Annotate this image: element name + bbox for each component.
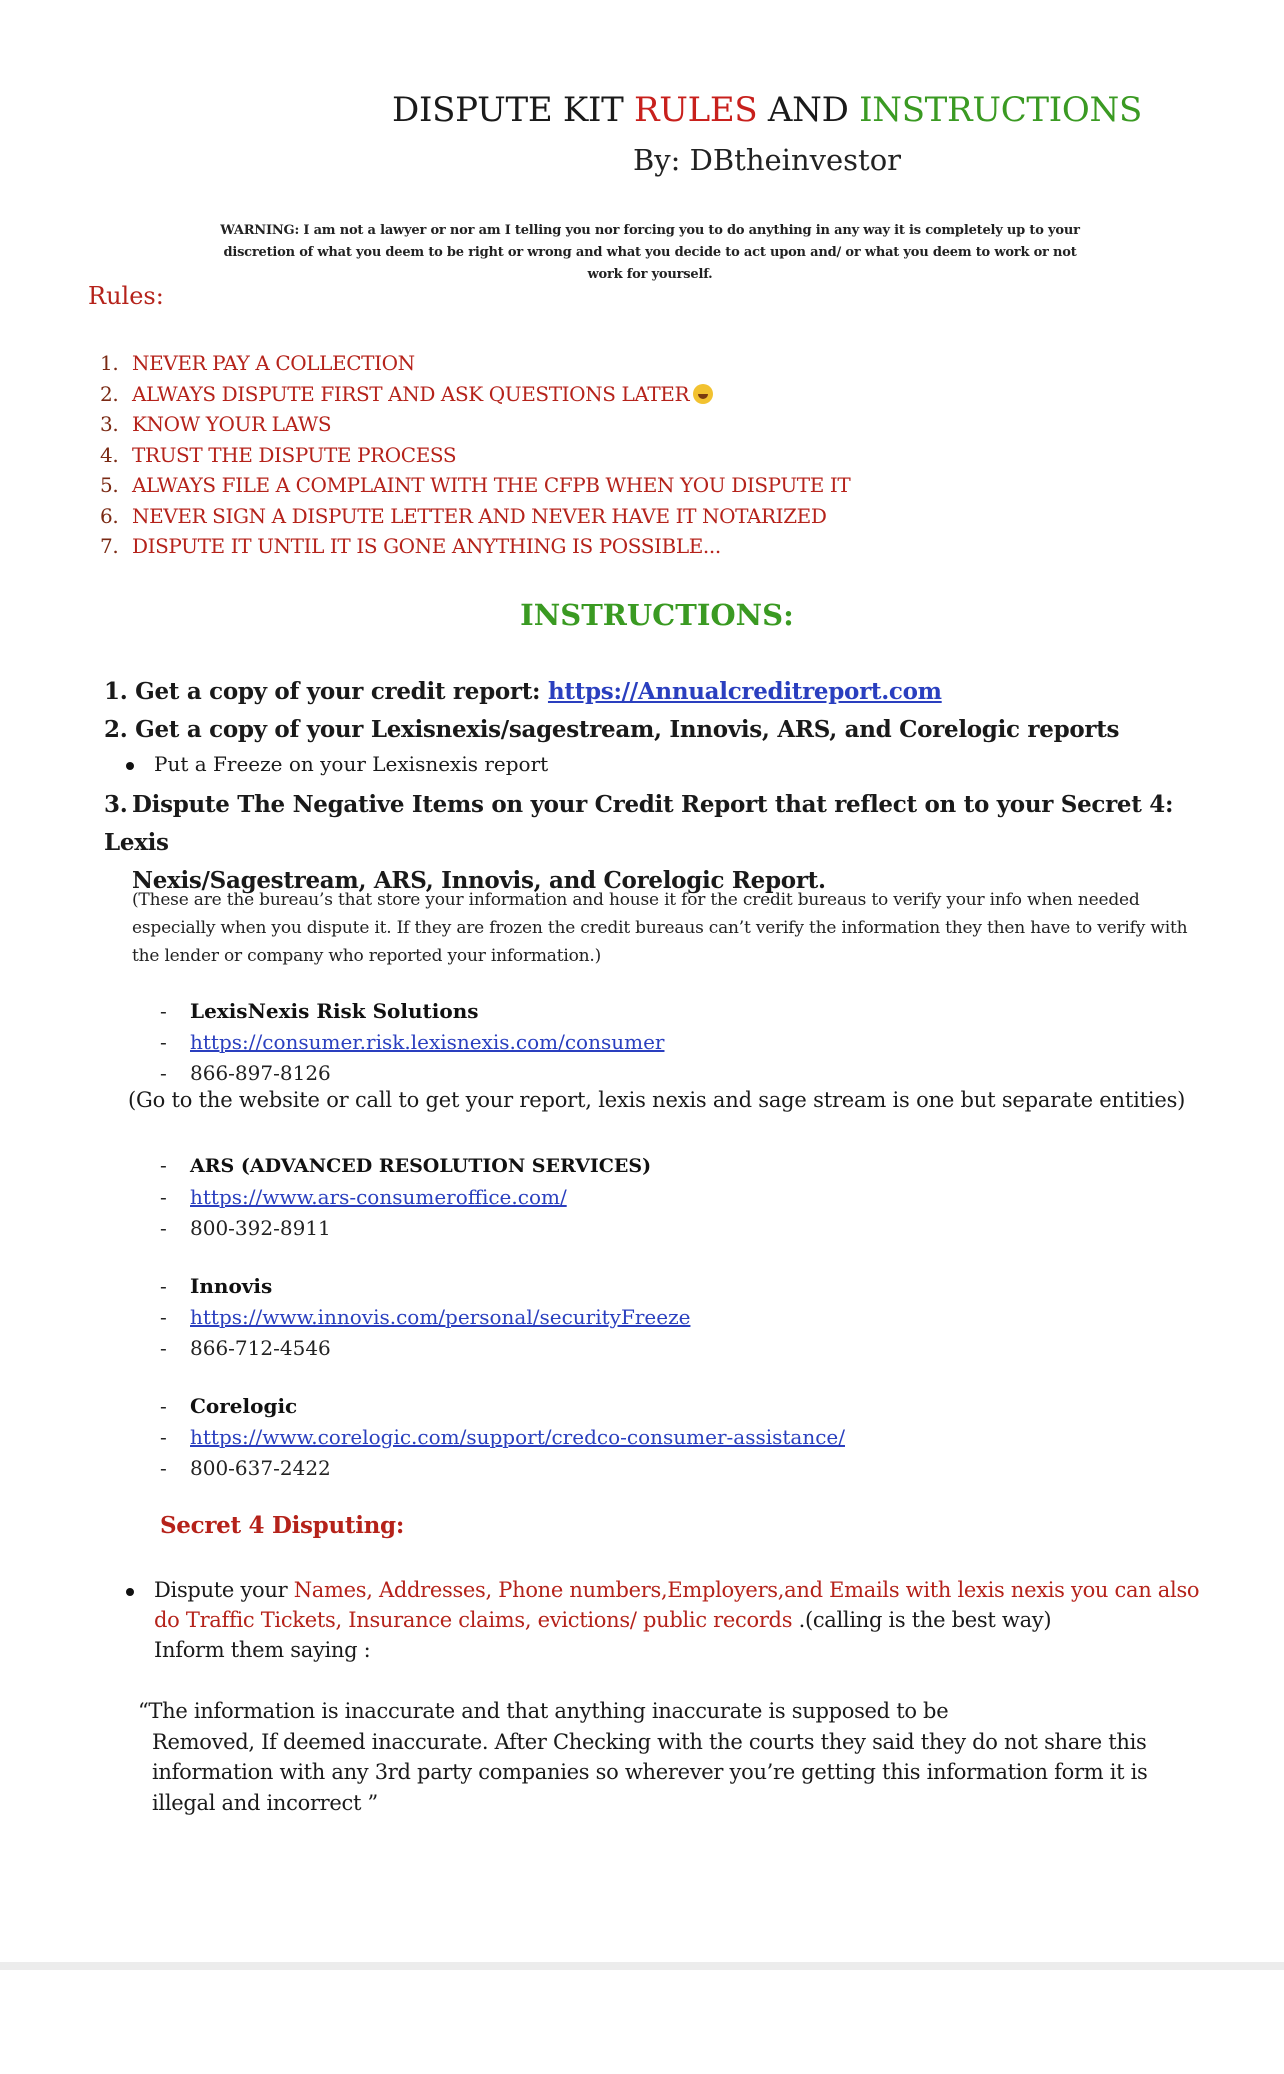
rule-number: 6. [100,503,119,528]
instructions-heading: INSTRUCTIONS: [520,598,794,632]
dash-marker: - [160,1185,167,1209]
contact-phone: 800-637-2422 [190,1456,331,1480]
author-byline: By: DBtheinvestor [632,143,902,177]
dash-marker: - [160,1305,167,1329]
rule-text: NEVER PAY A COLLECTION [132,351,415,375]
instruction-step-2: 2. Get a copy of your Lexisnexis/sagestream, Innovis, ARS, and Corelogic reports [104,716,1120,743]
rule-item [100,348,850,379]
warning-disclaimer: WARNING: I am not a lawyer or nor am I telling you nor forcing you to do anything in any way it is completely up to your discretion of what you deem to be right or wrong and what you decide to act upon and/ or what you deem to work or not work for yourself. [220,223,1080,282]
contact-name: Innovis [190,1274,273,1298]
dash-marker: - [160,1394,167,1418]
ars-url-link[interactable]: https://www.ars-consumeroffice.com/ [190,1185,567,1209]
rule-text: ALWAYS FILE A COMPLAINT WITH THE CFPB WHEN YOU DISPUTE IT [132,473,851,497]
tears-of-joy-emoji-icon [693,384,713,404]
corelogic-url-link[interactable]: https://www.corelogic.com/support/credco-consumer-assistance/ [190,1425,845,1449]
freeze-lexisnexis-text: Put a Freeze on your Lexisnexis report [154,752,549,776]
rule-item [100,379,850,410]
document-page-2 [0,1970,1284,2074]
rule-number: 2. [100,381,119,406]
page-title [0,90,1284,130]
title-part-and: AND [757,90,860,130]
contact-name: LexisNexis Risk Solutions [190,999,479,1023]
dash-marker: - [160,1456,167,1480]
rule-text: NEVER SIGN A DISPUTE LETTER AND NEVER HAVE IT NOTARIZED [132,503,827,528]
contact-lexisnexis [160,996,664,1089]
rule-item [100,531,850,562]
rule-number: 3. [100,412,119,436]
step-2-bullet [126,752,548,776]
title-part-rules: RULES [633,90,758,130]
inform-them-saying: Inform them saying : [154,1638,371,1662]
rule-item [100,501,850,532]
rule-number: 4. [100,442,119,467]
calling-best-way-note: .(calling is the best way) [792,1608,1052,1632]
instruction-step-1 [104,678,942,705]
rule-text: TRUST THE DISPUTE PROCESS [132,442,457,467]
contact-corelogic [160,1391,845,1484]
annualcreditreport-link[interactable]: https://Annualcreditreport.com [547,678,942,705]
dispute-items-line-1: Names, Addresses, Phone numbers,Employers,and Emails with lexis nexis you can also [293,1578,1200,1602]
rule-number: 1. [100,351,119,375]
bullet-icon [126,1588,134,1596]
lexisnexis-url-link[interactable]: https://consumer.risk.lexisnexis.com/consumer [190,1030,665,1054]
rule-text: KNOW YOUR LAWS [132,412,332,436]
step-3-line-2: Nexis/Sagestream, ARS, Innovis, and Corelogic Report. [132,867,826,894]
instruction-step-3 [104,786,1224,900]
quote-line: information with any 3rd party companies so wherever you’re getting this information form it is [152,1760,1148,1784]
bureaus-note: (These are the bureau’s that store your information and house it for the credit bureaus to verify your info when needed especially when you dispute it. If they are frozen the credit bureaus can’t verify the information they then have to verify with the lender or company who reported your information.) [132,890,1188,966]
rule-number: 5. [100,473,119,497]
rules-list [100,348,850,562]
bullet-prefix: Dispute your [154,1578,294,1602]
step-3-number: 3. [104,791,128,818]
quote-line: “The information is inaccurate and that anything inaccurate is supposed to be [138,1699,949,1723]
dash-marker: - [160,1274,167,1298]
title-part-instructions: INSTRUCTIONS [859,90,1142,130]
dash-marker: - [160,1425,167,1449]
dispute-items-line-2: do Traffic Tickets, Insurance claims, evictions/ public records [154,1608,793,1632]
rule-item [100,409,850,440]
contact-phone: 866-712-4546 [190,1336,331,1360]
dash-marker: - [160,1216,167,1240]
rule-item [100,440,850,471]
quote-line: Removed, If deemed inaccurate. After Checking with the courts they said they do not share this [152,1729,1147,1754]
secret-disputing-heading: Secret 4 Disputing: [160,1512,405,1539]
step-3-line-1: Dispute The Negative Items on your Credit Report that reflect on to your Secret 4: Lexis [104,791,1174,856]
rule-text: DISPUTE IT UNTIL IT IS GONE ANYTHING IS POSSIBLE... [132,534,721,558]
dispute-script-quote [138,1696,1218,1818]
contact-phone: 866-897-8126 [190,1061,331,1085]
rule-number: 7. [100,534,119,558]
contact-name: ARS (ADVANCED RESOLUTION SERVICES) [190,1155,652,1177]
dash-marker: - [160,1153,167,1177]
innovis-url-link[interactable]: https://www.innovis.com/personal/securityFreeze [190,1305,691,1329]
secret-dispute-bullet [126,1575,1226,1665]
rules-heading: Rules: [88,282,164,310]
dash-marker: - [160,1030,167,1054]
contact-name: Corelogic [190,1394,298,1418]
go-to-website-note: (Go to the website or call to get your report, lexis nexis and sage stream is one but separate entities) [128,1088,1186,1112]
rule-item [100,470,850,501]
quote-line: illegal and incorrect ” [152,1790,378,1815]
step-1-text: 1. Get a copy of your credit report: [104,678,548,705]
rule-text: ALWAYS DISPUTE FIRST AND ASK QUESTIONS LATER [132,381,690,406]
dash-marker: - [160,1336,167,1360]
page-break-divider [0,1962,1284,1970]
contact-innovis [160,1271,690,1364]
dash-marker: - [160,999,167,1023]
dash-marker: - [160,1061,167,1085]
contact-ars [160,1150,651,1244]
title-part-dispute-kit: DISPUTE KIT [392,90,634,130]
contact-phone: 800-392-8911 [190,1216,331,1240]
bullet-icon [126,762,134,770]
